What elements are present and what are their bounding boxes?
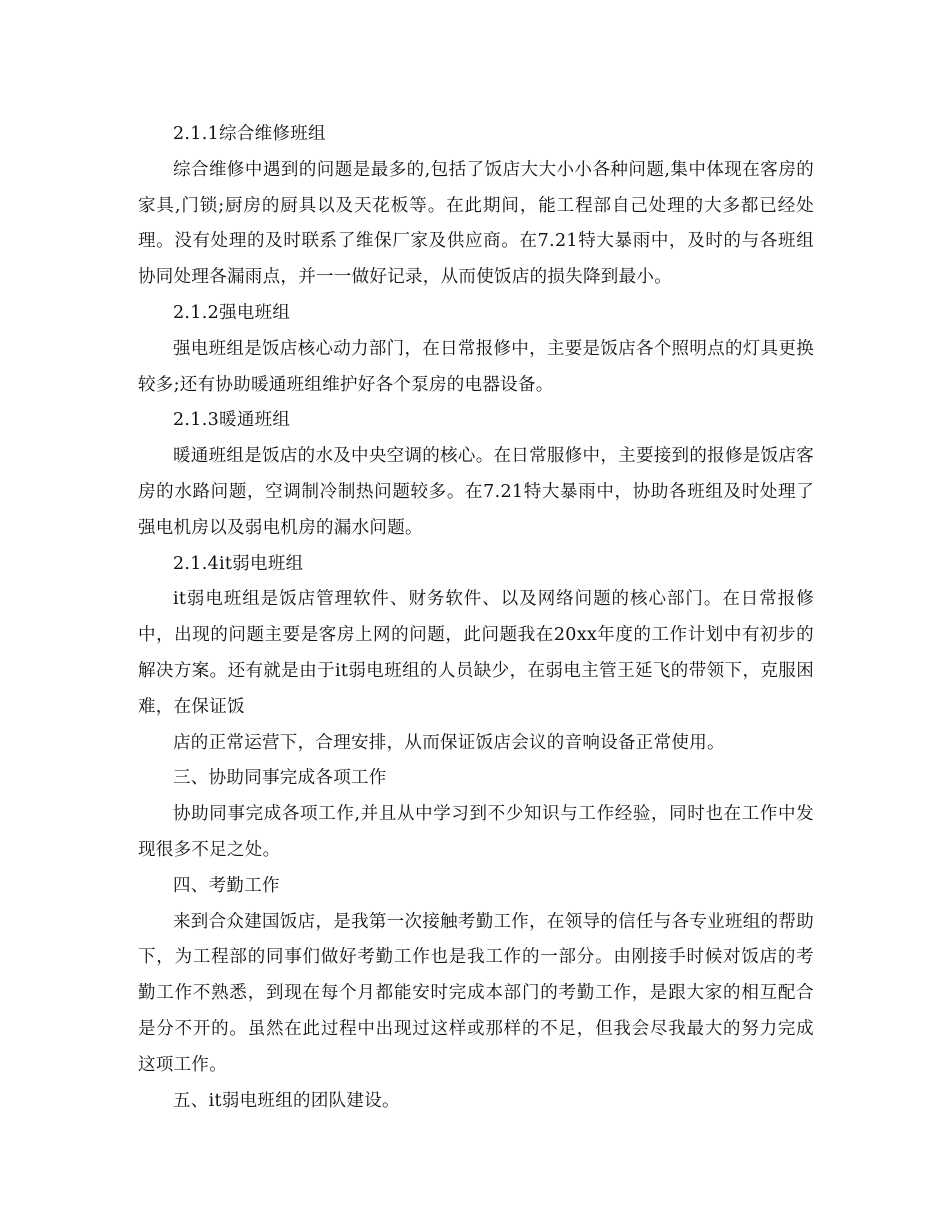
paragraph-attendance: 来到合众建国饭店，是我第一次接触考勤工作，在领导的信任与各专业班组的帮助下，为工程部的同事们做好考勤工作也是我工作的一部分。由刚接手时候对饭店的考勤工作不熟悉，到现在每个月都能安时完成本部门的考勤工作，是跟大家的相互配合是分不开的。虽然在此过程中出现过这样或那样的不足，但我会尽我最大的努力完成这项工作。: [138, 911, 814, 1075]
heading-2-1-3: 2.1.3暖通班组: [173, 410, 291, 431]
paragraph-strong-current: 强电班组是饭店核心动力部门，在日常报修中，主要是饭店各个照明点的灯具更换较多;还有协助暖通班组维护好各个泵房的电器设备。: [138, 338, 814, 395]
heading-section-3: 三、协助同事完成各项工作: [173, 768, 387, 789]
paragraph-hvac: 暖通班组是饭店的水及中央空调的核心。在日常服修中，主要接到的报修是饭店客房的水路问题，空调制冷制热问题较多。在7.21特大暴雨中，协助各班组及时处理了强电机房以及弱电机房的漏水问题。: [138, 446, 814, 538]
paragraph-it-weak-current: it弱电班组是饭店管理软件、财务软件、以及网络问题的核心部门。在日常报修中，出现的问题主要是客房上网的问题，此问题我在20xx年度的工作计划中有初步的解决方案。还有就是由于it弱电班组的人员缺少，在弱电主管王延飞的带领下，克服困难，在保证饭: [138, 589, 814, 717]
document-body: [138, 117, 814, 1119]
heading-2-1-1: 2.1.1综合维修班组: [173, 124, 326, 144]
paragraph-assist-colleagues: 协助同事完成各项工作,并且从中学习到不少知识与工作经验，同时也在工作中发现很多不足之处。: [138, 804, 814, 860]
paragraph-comprehensive-maintenance: 综合维修中遇到的问题是最多的,包括了饭店大大小小各种问题,集中体现在客房的家具,门锁;厨房的厨具以及天花板等。在此期间，能工程部自己处理的大多都已经处理。没有处理的及时联系了维保厂家及供应商。在7.21特大暴雨中，及时的与各班组协同处理各漏雨点，并一一做好记录，从而使饭店的损失降到最小。: [138, 159, 814, 288]
heading-2-1-2: 2.1.2强电班组: [173, 302, 291, 323]
paragraph-it-continued: 店的正常运营下，合理安排，从而保证饭店会议的音响设备正常使用。: [173, 732, 725, 753]
heading-section-4: 四、考勤工作: [173, 875, 280, 896]
heading-2-1-4: 2.1.4it弱电班组: [173, 553, 304, 574]
heading-section-5: 五、it弱电班组的团队建设。: [173, 1090, 400, 1111]
